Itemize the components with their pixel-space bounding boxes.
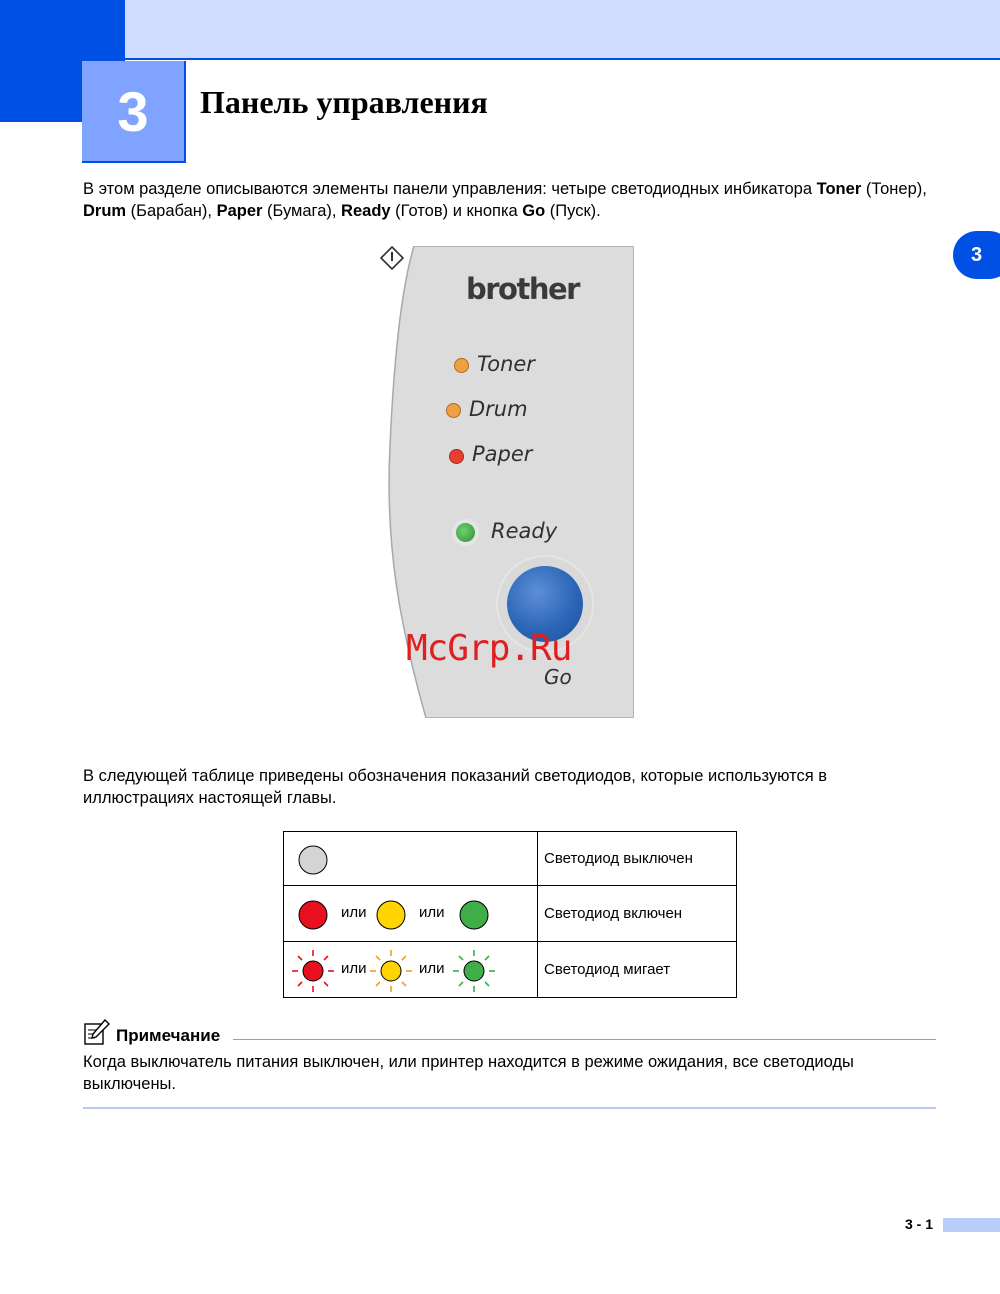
drum-label: Drum xyxy=(469,397,528,421)
note-pencil-icon xyxy=(83,1019,111,1045)
chapter-number: 3 xyxy=(117,79,149,143)
brand-logo: brother xyxy=(466,272,579,306)
table-intro-paragraph: В следующей таблице приведены обозначения показаний светодиодов, которые используются в иллюстрациях настоящей главы. xyxy=(83,767,827,807)
table-row xyxy=(284,886,737,942)
paper-label: Paper xyxy=(472,442,533,466)
led-on-icons xyxy=(284,886,537,941)
led-blink-icons xyxy=(284,942,537,997)
note-title: Примечание xyxy=(116,1026,221,1045)
note-text: Когда выключатель питания выключен, или принтер находится в режиме ожидания, все светодиоды выключены. xyxy=(83,1053,854,1093)
note-bottom-rule xyxy=(83,1107,936,1109)
or-label: или xyxy=(419,903,445,921)
or-label: или xyxy=(341,903,367,921)
paper-led xyxy=(449,449,464,464)
legend-desc-blink: Светодиод мигает xyxy=(538,942,737,998)
watermark-text: McGrp.Ru xyxy=(406,628,572,669)
intro-paragraph: В этом разделе описываются элементы панели управления: четыре светодиодных инбикатора Toner (Тонер), Drum (Барабан), Paper (Бумага), Ready (Готов) и кнопка Go (Пуск). xyxy=(83,180,927,220)
page-footer-tab xyxy=(943,1218,1000,1232)
go-label: Go xyxy=(544,665,572,689)
led-green-icon xyxy=(460,901,488,929)
ready-label: Ready xyxy=(491,519,558,543)
legend-icons-cell xyxy=(284,942,538,998)
page-title: Панель управления xyxy=(200,84,488,120)
go-icon xyxy=(380,246,404,270)
led-yellow-icon xyxy=(377,901,405,929)
led-legend-table xyxy=(283,831,737,998)
chapter-number-box xyxy=(82,61,186,163)
toner-led xyxy=(454,358,469,373)
chapter-side-tab[interactable]: 3 xyxy=(953,231,1000,279)
header-band xyxy=(125,0,1000,60)
table-row xyxy=(284,942,737,998)
note-header xyxy=(83,1019,936,1045)
or-label: или xyxy=(419,959,445,977)
legend-icons-cell xyxy=(284,832,538,886)
ready-led xyxy=(456,523,475,542)
drum-led xyxy=(446,403,461,418)
toner-label: Toner xyxy=(477,352,535,376)
legend-desc-off: Светодиод выключен xyxy=(538,832,737,886)
legend-icons-cell xyxy=(284,886,538,942)
or-label: или xyxy=(341,959,367,977)
note-rule xyxy=(233,1039,936,1040)
led-off-icon xyxy=(284,832,537,885)
page-number: 3 - 1 xyxy=(905,1216,934,1232)
legend-desc-on: Светодиод включен xyxy=(538,886,737,942)
led-red-icon xyxy=(299,901,327,929)
table-row xyxy=(284,832,737,886)
